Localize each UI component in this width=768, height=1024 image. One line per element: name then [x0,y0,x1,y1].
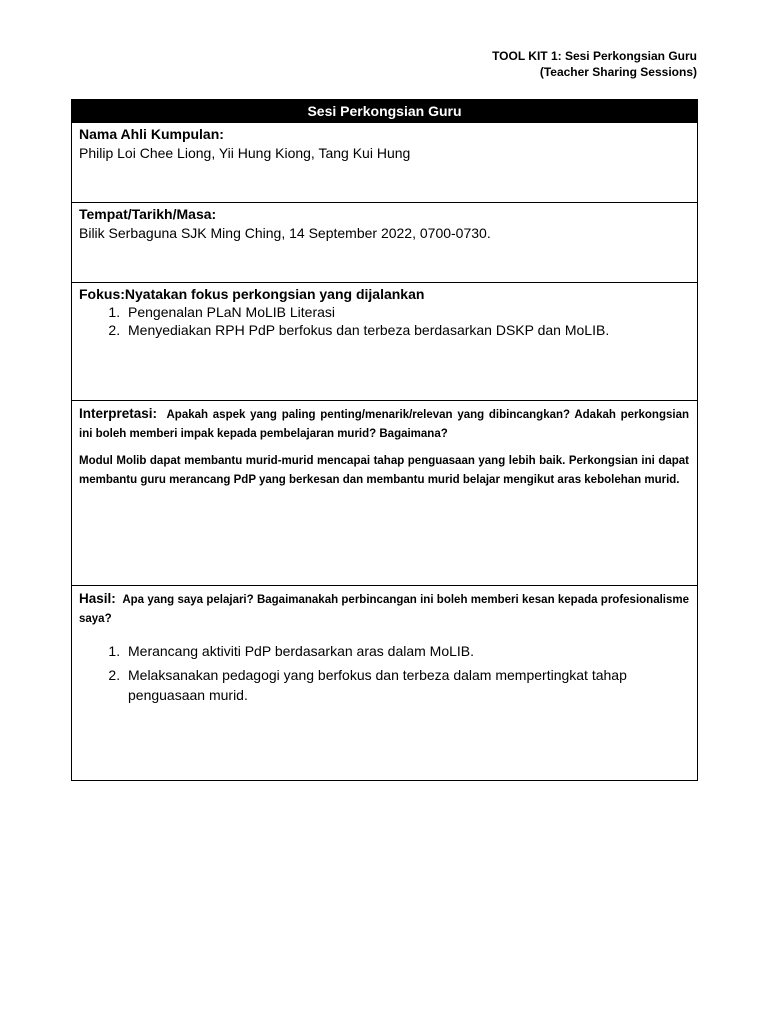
fokus-label: Fokus: [79,286,125,302]
section-hasil [72,585,697,782]
toolkit-header [492,48,697,80]
tempat-label: Tempat/Tarikh/Masa: [79,206,217,222]
interpretasi-question: Apakah aspek yang paling penting/menarik/relevan yang dibincangkan? Adakah perkongsian ini boleh memberi impak kepada pembelajaran murid? Bagaimana? [79,409,689,440]
hasil-question: Apa yang saya pelajari? Bagaimanakah perbincangan ini boleh memberi kesan kepada profesionalisme saya? [79,594,689,625]
section-nama [72,122,697,202]
interpretasi-answer: Modul Molib dapat membantu murid-murid mencapai tahap penguasaan yang lebih baik. Perkongsian ini dapat membantu guru merancang PdP yang berkesan dan membantu murid belajar mengikut aras kebolehan murid. [79,455,689,486]
fokus-heading [79,286,689,302]
section-tempat [72,202,697,282]
list-item: 1. Merancang aktiviti PdP berdasarkan aras dalam MoLIB. [124,641,689,661]
sharing-session-form [71,99,698,781]
hasil-list [79,641,689,705]
toolkit-title: TOOL KIT 1: Sesi Perkongsian Guru [492,49,697,63]
toolkit-subtitle: (Teacher Sharing Sessions) [539,65,697,79]
nama-label: Nama Ahli Kumpulan: [79,126,224,142]
tempat-value: Bilik Serbaguna SJK Ming Ching, 14 September 2022, 0700-0730. [79,225,491,241]
fokus-list [79,304,689,338]
fokus-prompt: Nyatakan fokus perkongsian yang dijalankan [124,286,425,302]
list-item: 2. Menyediakan RPH PdP berfokus dan terbeza berdasarkan DSKP dan MoLIB. [124,322,689,338]
hasil-label: Hasil: [79,591,116,606]
interpretasi-label: Interpretasi: [79,406,158,421]
list-item: 2. Melaksanakan pedagogi yang berfokus dan terbeza dalam mempertingkat tahap penguasaan murid. [124,665,689,705]
form-title: Sesi Perkongsian Guru [72,100,697,122]
interpretasi-question-block [79,404,689,444]
section-interpretasi [72,400,697,585]
nama-value: Philip Loi Chee Liong, Yii Hung Kiong, Tang Kui Hung [79,145,411,161]
hasil-question-block [79,589,689,629]
section-fokus [72,282,697,400]
list-item: 1. Pengenalan PLaN MoLIB Literasi [124,304,689,320]
